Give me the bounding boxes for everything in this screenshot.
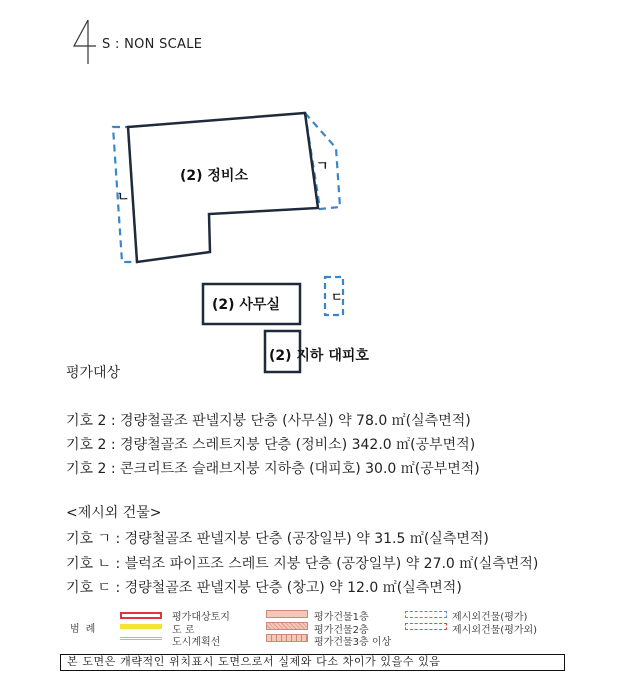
legend-label: 제시외건물(평가외) [452,625,538,636]
legend-title: 범례 [70,624,102,635]
legend-swatch-land [120,612,162,619]
section-title: 평가대상 [66,365,121,381]
legend-swatch-road [120,624,162,629]
legend-label: 도시계획선 [172,637,221,648]
garage-label: (2) 정비소 [180,168,248,184]
excluded-title: <제시외 건물> [66,505,162,521]
legend-label: 도 로 [172,625,195,636]
item-line: 기호 2 : 콘크리트조 슬래브지붕 지하층 (대피호) 30.0 ㎡(공부면적) [66,461,480,477]
legend-label: 제시외건물(평가) [452,612,528,623]
legend-swatch-planning [120,637,162,640]
mark-digeut: ㄷ [331,290,343,304]
excluded-item-line: 기호 ㄴ : 블럭조 파이프조 스레트 지붕 단층 (공장일부) 약 27.0 ㎡(실측면적) [66,556,539,572]
excluded-item-line: 기호 ㄱ : 경량철골조 판넬지붕 단층 (공장일부) 약 31.5 ㎡(실측면적) [66,531,489,547]
item-line: 기호 2 : 경량철골조 스레트지붕 단층 (정비소) 342.0 ㎡(공부면적) [66,437,476,453]
legend-swatch-excluded-not [405,623,447,630]
legend-swatch-floor1 [266,610,308,618]
excluded-item-line: 기호 ㄷ : 경량철골조 판넬지붕 단층 (창고) 약 12.0 ㎡(실측면적) [66,580,462,596]
legend-label: 평가건물2층 [314,625,369,636]
mark-giyeok: ㄱ [316,159,329,174]
scale-label: S : NON SCALE [102,37,203,52]
legend-swatch-floor2 [266,622,308,630]
legend-label: 평가대상토지 [172,612,230,623]
garage-building [128,113,318,262]
shelter-label: (2) 지하 대피호 [269,348,369,364]
legend-label: 평가건물3층 이상 [314,637,392,648]
legend-swatch-excluded-eval [405,611,447,618]
office-label: (2) 사무실 [212,297,280,313]
item-line: 기호 2 : 경량철골조 판넬지붕 단층 (사무실) 약 78.0 ㎡(실측면적) [66,413,471,429]
legend-label: 평가건물1층 [314,612,369,623]
legend-swatch-floor3 [266,634,308,642]
mark-nieun: ㄴ [117,190,130,205]
disclaimer-note: 본 도면은 개략적인 위치표시 도면으로서 실제와 다소 차이가 있을수 있음 [60,654,565,671]
